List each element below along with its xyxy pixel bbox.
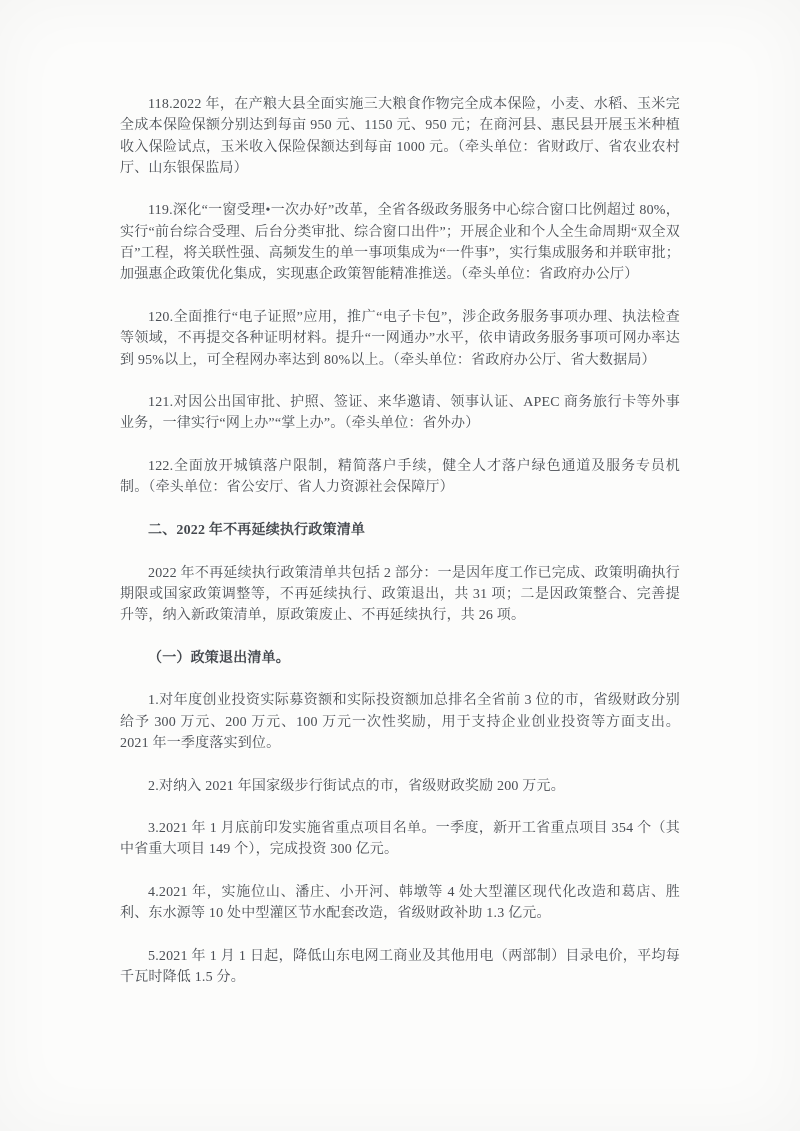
section-heading: 二、2022 年不再延续执行政策清单 [148,522,366,538]
paragraph-118: 118.2022 年，在产粮大县全面实施三大粮食作物完全成本保险，小麦、水稻、玉米完全成本保险保额分别达到每亩 950 元、1150 元、950 元；在商河县、惠民县开展玉米种植收入保险试点，玉米收入保险保额达到每亩 1000 元。（牵头单位：省财政厅、省农业农村厅、山东银保监局） [120,97,680,176]
section-intro-paragraph: 2022 年不再延续执行政策清单共包括 2 部分：一是因年度工作已完成、政策明确执行期限或国家政策调整等，不再延续执行、政策退出，共 31 项；二是因政策整合、完善提升等，纳入新政策清单，原政策废止、不再延续执行，共 26 项。 [120,565,680,624]
list-item-4: 4.2021 年，实施位山、潘庄、小开河、韩墩等 4 处大型灌区现代化改造和葛店、胜利、东水源等 10 处中型灌区节水配套改造，省级财政补助 1.3 亿元。 [120,884,680,922]
list-item-3: 3.2021 年 1 月底前印发实施省重点项目名单。一季度，新开工省重点项目 354 个（其中省重大项目 149 个），完成投资 300 亿元。 [120,821,680,858]
paragraph-122: 122.全面放开城镇落户限制，精简落户手续，健全人才落户绿色通道及服务专员机制。（牵头单位：省公安厅、省人力资源社会保障厅） [120,459,680,496]
subsection-heading: （一）政策退出清单。 [148,650,290,666]
list-item-5: 5.2021 年 1 月 1 日起，降低山东电网工商业及其他用电（两部制）目录电价，平均每千瓦时降低 1.5 分。 [120,948,680,986]
paragraph-121: 121.对因公出国审批、护照、签证、来华邀请、领事认证、APEC 商务旅行卡等外事业务，一律实行“网上办”“掌上办”。（牵头单位：省外办） [120,395,680,432]
list-item-1: 1.对年度创业投资实际募资额和实际投资额加总排名全省前 3 位的市，省级财政分别给予 300 万元、200 万元、100 万元一次性奖励，用于支持企业创业投资等方面支出。2021 年一季度落实到位。 [120,693,680,751]
paragraph-119: 119.深化“一窗受理•一次办好”改革，全省各级政务服务中心综合窗口比例超过 80%，实行“前台综合受理、后台分类审批、综合窗口出件”；开展企业和个人全生命周期“双全双百”工程，将关联性强、高频发生的单一事项集成为“一件事”，实行集成服务和并联审批；加强惠企政策优化集成，实现惠企政策智能精准推送。（牵头单位：省政府办公厅） [120,203,680,283]
list-item-2: 2.对纳入 2021 年国家级步行街试点的市，省级财政奖励 200 万元。 [148,778,565,794]
paragraph-120: 120.全面推行“电子证照”应用，推广“电子卡包”，涉企政务服务事项办理、执法检查等领域，不再提交各种证明材料。提升“一网通办”水平，依申请政务服务事项可网办率达到 95%以上，可全程网办率达到 80%以上。（牵头单位：省政府办公厅、省大数据局） [120,309,680,368]
